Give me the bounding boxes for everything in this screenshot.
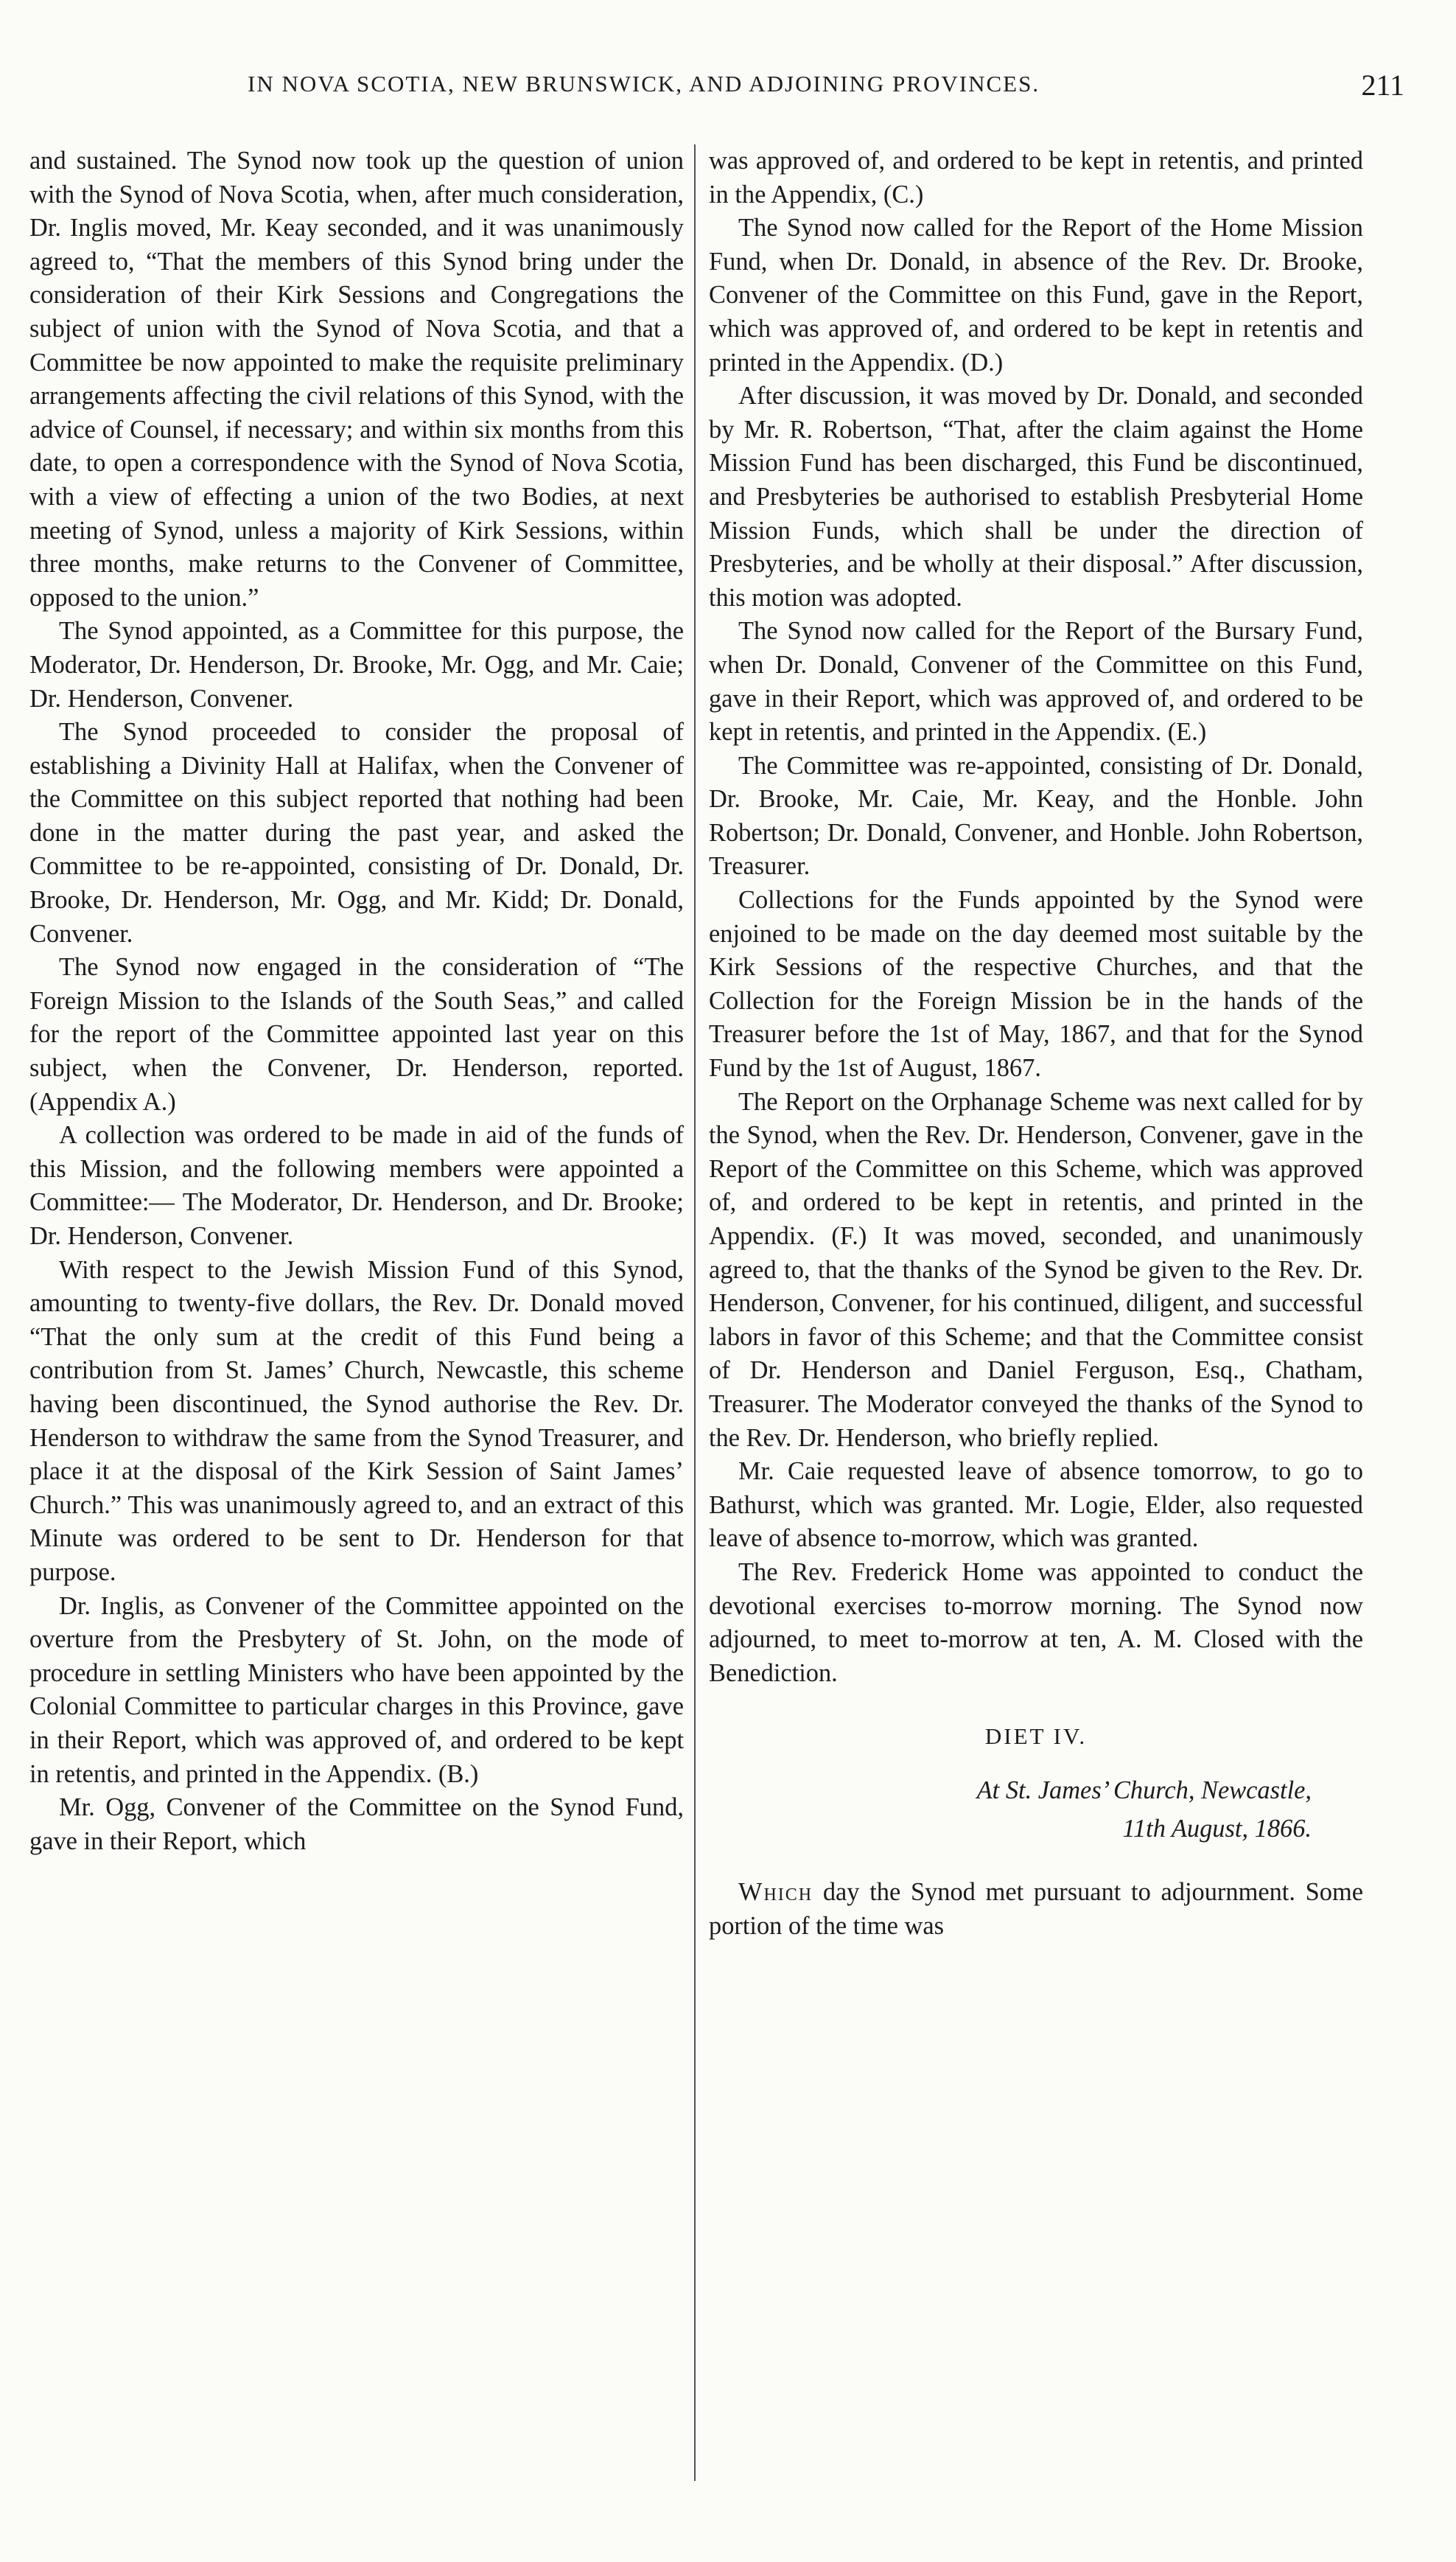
- dateline-place: At St. James’ Church, Newcastle,: [976, 1776, 1312, 1804]
- page-number: 211: [1361, 69, 1404, 102]
- paragraph: After discussion, it was moved by Dr. Donald, and seconded by Mr. R. Robertson, “That, after the claim against the Home Mission Fund has been discharged, this Fund be discontinued, and Presbyteries be authorised to establish Presbyterial Home Mission Funds, which shall be under the direction of Presbyteries, and be wholly at their disposal.” After discussion, this motion was adopted.: [709, 382, 1363, 612]
- running-head: IN NOVA SCOTIA, NEW BRUNSWICK, AND ADJOINING PROVINCES.: [248, 71, 1040, 97]
- paragraph: and sustained. The Synod now took up the question of union with the Synod of Nova Scotia, when, after much consideration, Dr. Inglis moved, Mr. Keay seconded, and it was unanimously agreed to, “That the members of this Synod bring under the consideration of their Kirk Sessions and Congregations the subject of union with the Synod of Nova Scotia, and that a Committee be now appointed to make the requisite preliminary arrangements affecting the civil relations of this Synod, with the advice of Counsel, if necessary; and within six months from this date, to open a correspondence with the Synod of Nova Scotia, with a view of effecting a union of the two Bodies, at next meeting of Synod, unless a majority of Kirk Sessions, within three months, make returns to the Convener of Committee, opposed to the union.”: [29, 147, 684, 612]
- paragraph: Dr. Inglis, as Convener of the Committee appointed on the overture from the Presbytery of St. John, on the mode of procedure in settling Ministers who have been appointed by the Colonial Committee to particular charges in this Province, gave in their Report, which was approved of, and ordered to be kept in retentis, and printed in the Appendix. (B.): [29, 1591, 684, 1788]
- right-column: [709, 144, 1363, 1943]
- paragraph: was approved of, and ordered to be kept in retentis, and printed in the Appendix, (C.): [709, 147, 1363, 209]
- paragraph: The Synod now engaged in the consideration of “The Foreign Mission to the Islands of the South Seas,” and called for the report of the Committee appointed last year on this subject, when the Convener, Dr. Henderson, reported. (Appendix A.): [29, 953, 684, 1116]
- paragraph: The Synod now called for the Report of the Bursary Fund, when Dr. Donald, Convener of the Committee on this Fund, gave in their Report, which was approved of, and ordered to be kept in retentis, and printed in the Appendix. (E.): [709, 617, 1363, 747]
- paragraph-text: day the Synod met pursuant to adjournment. Some portion of the time was: [709, 1877, 1363, 1940]
- left-column: [29, 144, 684, 1858]
- paragraph: Mr. Caie requested leave of absence tomorrow, to go to Bathurst, which was granted. Mr. Logie, Elder, also requested leave of absence to-morrow, which was granted.: [709, 1457, 1363, 1553]
- paragraph: With respect to the Jewish Mission Fund of this Synod, amounting to twenty-five dollars, the Rev. Dr. Donald moved “That the only sum at the credit of this Fund being a contribution from St. James’ Church, Newcastle, this scheme having been discontinued, the Synod authorise the Rev. Dr. Henderson to withdraw the same from the Synod Treasurer, and place it at the disposal of the Kirk Session of Saint James’ Church.” This was unanimously agreed to, and an extract of this Minute was ordered to be sent to Dr. Henderson for that purpose.: [29, 1255, 684, 1586]
- dateline: [709, 1771, 1312, 1848]
- paragraph: The Rev. Frederick Home was appointed to conduct the devotional exercises to-morrow morning. The Synod now adjourned, to meet to-morrow at ten, A. M. Closed with the Benediction.: [709, 1557, 1363, 1687]
- paragraph: The Report on the Orphanage Scheme was next called for by the Synod, when the Rev. Dr. Henderson, Convener, gave in the Report of the Committee on this Scheme, which was approved of, and ordered to be kept in retentis, and printed in the Appendix. (F.) It was moved, seconded, and unanimously agreed to, that the thanks of the Synod be given to the Rev. Dr. Henderson, Convener, for his continued, diligent, and successful labors in favor of this Scheme; and that the Committee consist of Dr. Henderson and Daniel Ferguson, Esq., Chatham, Treasurer. The Moderator conveyed the thanks of the Synod to the Rev. Dr. Henderson, who briefly replied.: [709, 1087, 1363, 1452]
- page-header: [29, 71, 1427, 115]
- paragraph: The Synod now called for the Report of the Home Mission Fund, when Dr. Donald, in absence of the Rev. Dr. Brooke, Convener of the Committee on this Fund, gave in the Report, which was approved of, and ordered to be kept in retentis and printed in the Appendix. (D.): [709, 214, 1363, 377]
- paragraph: Mr. Ogg, Convener of the Committee on the Synod Fund, gave in their Report, which: [29, 1793, 684, 1855]
- column-divider: [694, 144, 696, 2481]
- dateline-date: 11th August, 1866.: [1122, 1814, 1312, 1843]
- paragraph: The Committee was re-appointed, consisting of Dr. Donald, Dr. Brooke, Mr. Caie, Mr. Keay, and the Honble. John Robertson; Dr. Donald, Convener, and Honble. John Robertson, Treasurer.: [709, 751, 1363, 881]
- paragraph: The Synod appointed, as a Committee for this purpose, the Moderator, Dr. Henderson, Dr. Brooke, Mr. Ogg, and Mr. Caie; Dr. Henderson, Convener.: [29, 617, 684, 713]
- paragraph: The Synod proceeded to consider the proposal of establishing a Divinity Hall at Halifax, when the Convener of the Committee on this subject reported that nothing had been done in the matter during the past year, and asked the Committee to be re-appointed, consisting of Dr. Donald, Dr. Brooke, Dr. Henderson, Mr. Ogg, and Mr. Kidd; Dr. Donald, Convener.: [29, 718, 684, 948]
- section-heading: DIET IV.: [984, 1723, 1088, 1750]
- paragraph: [709, 1876, 1363, 1943]
- paragraph: A collection was ordered to be made in aid of the funds of this Mission, and the following members were appointed a Committee:— The Moderator, Dr. Henderson, and Dr. Brooke; Dr. Henderson, Convener.: [29, 1121, 684, 1250]
- opening-word: Which: [738, 1877, 813, 1906]
- paragraph: Collections for the Funds appointed by the Synod were enjoined to be made on the day deemed most suitable by the Kirk Sessions of the respective Churches, and that the Collection for the Foreign Mission be in the hands of the Treasurer before the 1st of May, 1867, and that for the Synod Fund by the 1st of August, 1867.: [709, 886, 1363, 1083]
